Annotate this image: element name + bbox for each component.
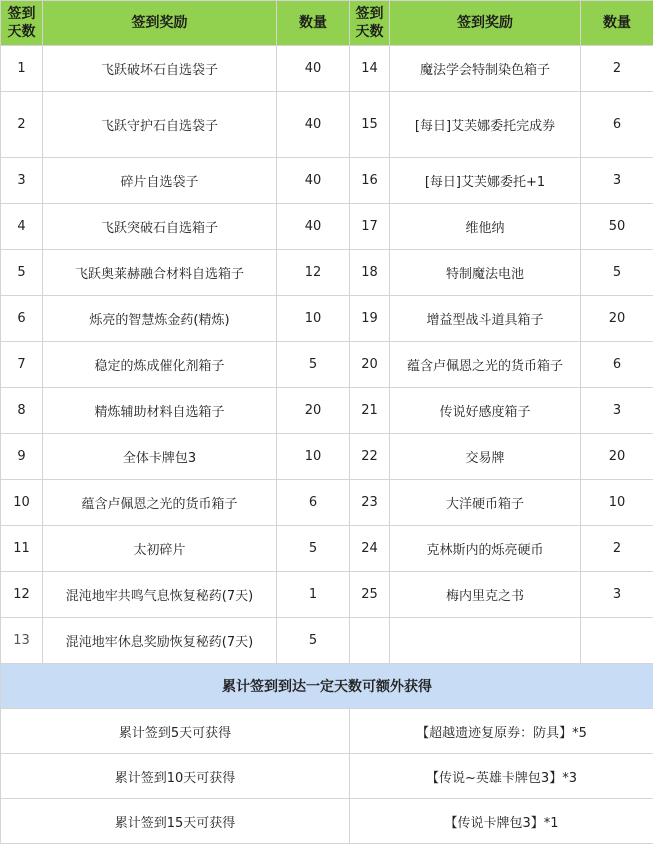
left-qty-cell: 10 <box>277 296 350 342</box>
left-reward-cell: 精炼辅助材料自选箱子 <box>43 388 277 434</box>
right-qty-cell: 20 <box>581 296 653 342</box>
left-qty-cell: 10 <box>277 434 350 480</box>
right-qty-cell: 6 <box>581 342 653 388</box>
right-reward-cell: 魔法学会特制染色箱子 <box>390 46 581 92</box>
left-day-cell: 10 <box>1 480 43 526</box>
right-day-cell: 20 <box>350 342 390 388</box>
table-row <box>1 204 653 250</box>
bonus-condition: 累计签到5天可获得 <box>1 709 350 754</box>
right-qty-cell: 20 <box>581 434 653 480</box>
right-day-cell: 14 <box>350 46 390 92</box>
left-reward-cell: 蕴含卢佩恩之光的货币箱子 <box>43 480 277 526</box>
left-qty-cell: 40 <box>277 204 350 250</box>
right-day-cell: 22 <box>350 434 390 480</box>
left-qty-cell: 5 <box>277 618 350 664</box>
left-reward-cell: 稳定的炼成催化剂箱子 <box>43 342 277 388</box>
table-row <box>1 46 653 92</box>
header-qty-right: 数量 <box>581 1 653 46</box>
bonus-section-header-row <box>1 664 653 709</box>
left-reward-cell: 碎片自选袋子 <box>43 158 277 204</box>
right-reward-cell: 大洋硬币箱子 <box>390 480 581 526</box>
right-reward-cell: 蕴含卢佩恩之光的货币箱子 <box>390 342 581 388</box>
left-qty-cell: 40 <box>277 46 350 92</box>
table-row <box>1 296 653 342</box>
header-qty-left: 数量 <box>277 1 350 46</box>
right-qty-cell: 5 <box>581 250 653 296</box>
right-day-cell: 21 <box>350 388 390 434</box>
right-qty-cell: 3 <box>581 158 653 204</box>
left-reward-cell: 飞跃突破石自选箱子 <box>43 204 277 250</box>
left-day-cell: 1 <box>1 46 43 92</box>
header-reward-right: 签到奖励 <box>390 1 581 46</box>
table-row <box>1 342 653 388</box>
right-day-cell: 15 <box>350 92 390 158</box>
right-reward-cell: 梅内里克之书 <box>390 572 581 618</box>
left-qty-cell: 12 <box>277 250 350 296</box>
right-day-cell: 24 <box>350 526 390 572</box>
bonus-row <box>1 799 653 844</box>
left-day-cell: 13 <box>1 618 43 664</box>
table-row <box>1 480 653 526</box>
left-reward-cell: 混沌地牢共鸣气息恢复秘药(7天) <box>43 572 277 618</box>
right-day-cell <box>350 618 390 664</box>
right-reward-cell: 克林斯内的烁亮硬币 <box>390 526 581 572</box>
right-qty-cell: 50 <box>581 204 653 250</box>
left-qty-cell: 5 <box>277 526 350 572</box>
table-row <box>1 434 653 480</box>
left-qty-cell: 5 <box>277 342 350 388</box>
right-qty-cell <box>581 618 653 664</box>
table-row <box>1 526 653 572</box>
bonus-condition: 累计签到10天可获得 <box>1 754 350 799</box>
bonus-reward: 【传说~英雄卡牌包3】*3 <box>350 754 653 799</box>
right-day-cell: 19 <box>350 296 390 342</box>
header-reward-left: 签到奖励 <box>43 1 277 46</box>
left-day-cell: 8 <box>1 388 43 434</box>
header-day-left: 签到天数 <box>1 1 43 46</box>
left-day-cell: 9 <box>1 434 43 480</box>
bonus-reward: 【超越遗迹复原券：防具】*5 <box>350 709 653 754</box>
right-day-cell: 23 <box>350 480 390 526</box>
left-day-cell: 11 <box>1 526 43 572</box>
right-reward-cell: [每日]艾芙娜委托完成券 <box>390 92 581 158</box>
right-qty-cell: 3 <box>581 572 653 618</box>
right-qty-cell: 2 <box>581 526 653 572</box>
right-reward-cell: 传说好感度箱子 <box>390 388 581 434</box>
bonus-row <box>1 754 653 799</box>
table-row <box>1 572 653 618</box>
left-qty-cell: 40 <box>277 92 350 158</box>
right-day-cell: 18 <box>350 250 390 296</box>
left-reward-cell: 全体卡牌包3 <box>43 434 277 480</box>
table-header-row <box>1 1 653 46</box>
right-reward-cell <box>390 618 581 664</box>
bonus-row <box>1 709 653 754</box>
left-day-cell: 12 <box>1 572 43 618</box>
header-day-right: 签到天数 <box>350 1 390 46</box>
bonus-condition: 累计签到15天可获得 <box>1 799 350 844</box>
left-day-cell: 4 <box>1 204 43 250</box>
left-qty-cell: 40 <box>277 158 350 204</box>
left-reward-cell: 飞跃破坏石自选袋子 <box>43 46 277 92</box>
right-reward-cell: [每日]艾芙娜委托+1 <box>390 158 581 204</box>
table-row <box>1 158 653 204</box>
right-day-cell: 16 <box>350 158 390 204</box>
left-qty-cell: 1 <box>277 572 350 618</box>
left-day-cell: 3 <box>1 158 43 204</box>
bonus-reward: 【传说卡牌包3】*1 <box>350 799 653 844</box>
left-day-cell: 6 <box>1 296 43 342</box>
right-reward-cell: 特制魔法电池 <box>390 250 581 296</box>
right-qty-cell: 2 <box>581 46 653 92</box>
left-qty-cell: 6 <box>277 480 350 526</box>
bonus-section-title: 累计签到到达一定天数可额外获得 <box>1 664 653 709</box>
table-row <box>1 250 653 296</box>
right-qty-cell: 10 <box>581 480 653 526</box>
left-day-cell: 7 <box>1 342 43 388</box>
left-day-cell: 2 <box>1 92 43 158</box>
table-row <box>1 618 653 664</box>
left-reward-cell: 飞跃奥莱赫融合材料自选箱子 <box>43 250 277 296</box>
right-day-cell: 17 <box>350 204 390 250</box>
right-qty-cell: 6 <box>581 92 653 158</box>
left-reward-cell: 混沌地牢休息奖励恢复秘药(7天) <box>43 618 277 664</box>
left-reward-cell: 太初碎片 <box>43 526 277 572</box>
right-day-cell: 25 <box>350 572 390 618</box>
left-reward-cell: 飞跃守护石自选袋子 <box>43 92 277 158</box>
right-reward-cell: 交易牌 <box>390 434 581 480</box>
left-qty-cell: 20 <box>277 388 350 434</box>
right-reward-cell: 维他纳 <box>390 204 581 250</box>
right-qty-cell: 3 <box>581 388 653 434</box>
table-row <box>1 388 653 434</box>
table-row <box>1 92 653 158</box>
right-reward-cell: 增益型战斗道具箱子 <box>390 296 581 342</box>
left-reward-cell: 烁亮的智慧炼金药(精炼) <box>43 296 277 342</box>
left-day-cell: 5 <box>1 250 43 296</box>
